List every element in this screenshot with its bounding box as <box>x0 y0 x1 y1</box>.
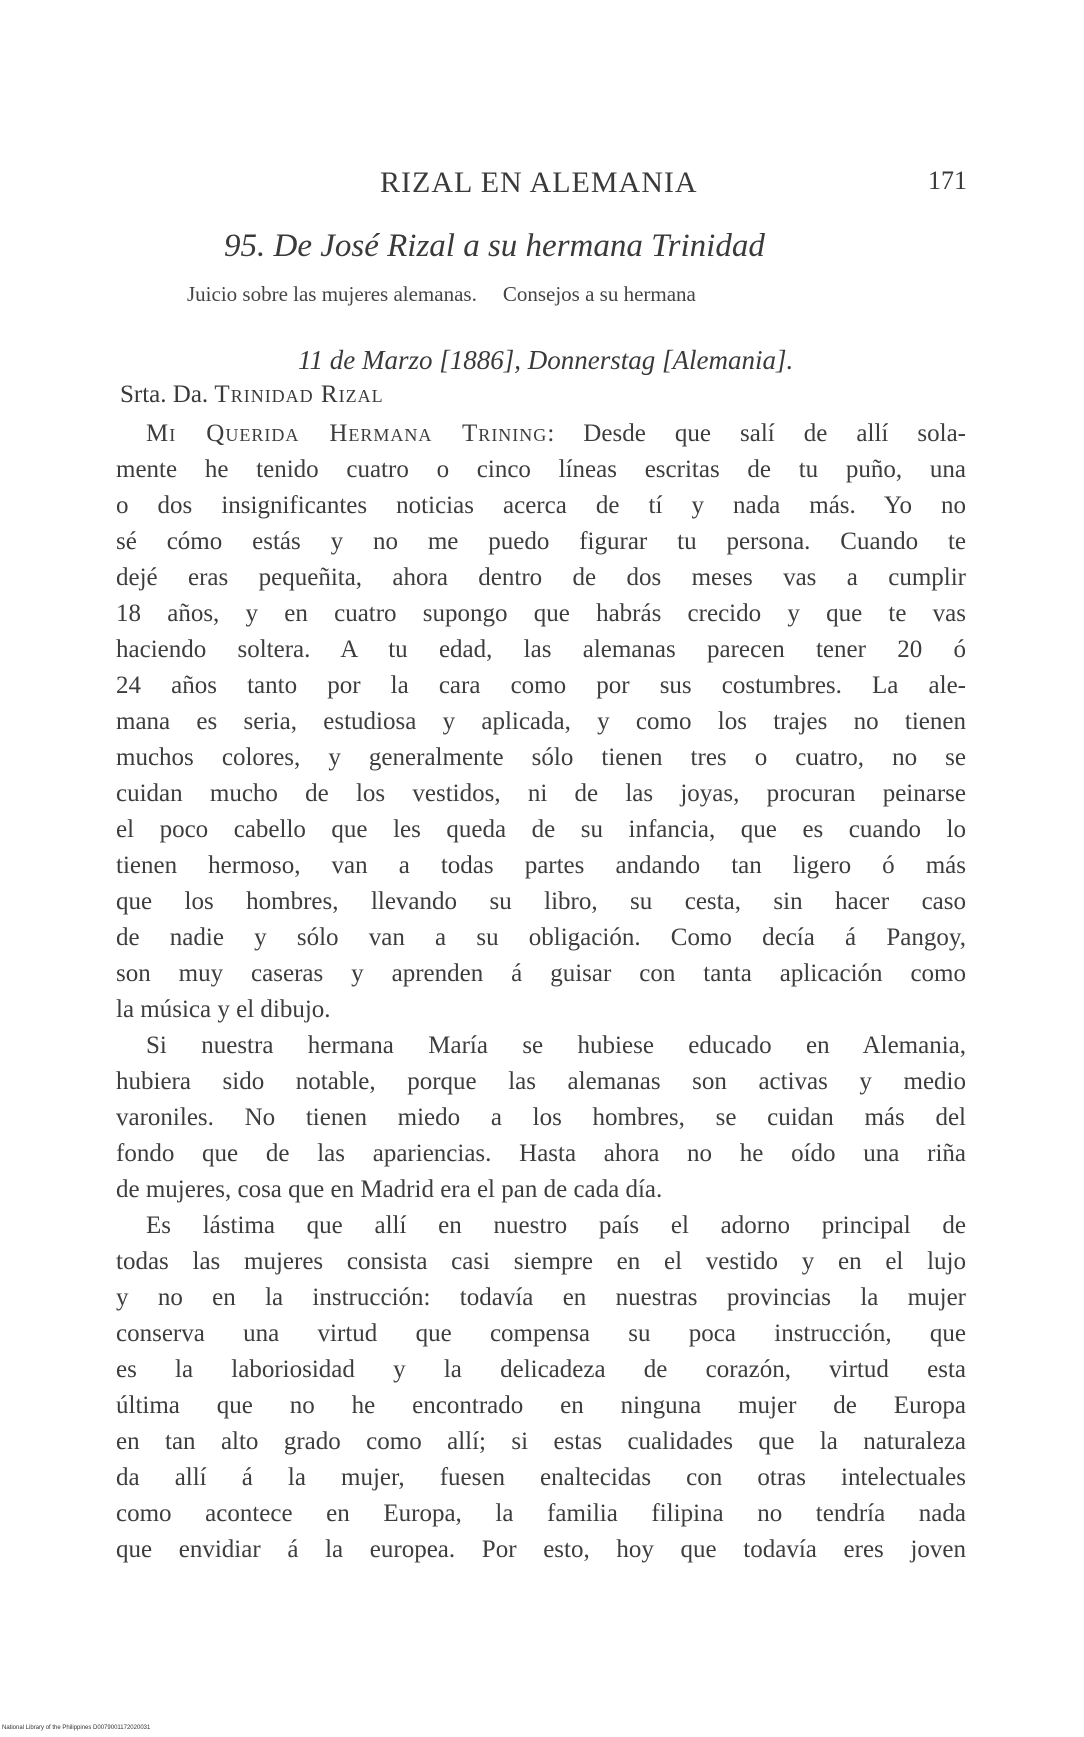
body-line: tienen hermoso, van a todas partes andando tan ligero ó más <box>116 852 966 879</box>
body-line: que envidiar á la europea. Por esto, hoy que todavía eres joven <box>116 1536 966 1563</box>
body-line: varoniles. No tienen miedo a los hombres, se cuidan más del <box>116 1104 966 1131</box>
body-line: de nadie y sólo van a su obligación. Como decía á Pangoy, <box>116 924 966 951</box>
body-line: última que no he encontrado en ninguna mujer de Europa <box>116 1392 966 1419</box>
body-line: como acontece en Europa, la familia filipina no tendría nada <box>116 1500 966 1527</box>
letter-subtitle <box>187 282 696 307</box>
body-line: conserva una virtud que compensa su poca instrucción, que <box>116 1320 966 1347</box>
body-line: Si nuestra hermana María se hubiese educado en Alemania, <box>146 1032 966 1059</box>
body-line: cuidan mucho de los vestidos, ni de las joyas, procuran peinarse <box>116 780 966 807</box>
body-line: de mujeres, cosa que en Madrid era el pan de cada día. <box>116 1176 663 1203</box>
body-line: haciendo soltera. A tu edad, las alemanas parecen tener 20 ó <box>116 636 966 663</box>
letter-body <box>116 416 966 1568</box>
body-line: y no en la instrucción: todavía en nuestras provincias la mujer <box>116 1284 966 1311</box>
body-line: hubiera sido notable, porque las alemanas son activas y medio <box>116 1068 966 1095</box>
body-line: 18 años, y en cuatro supongo que habrás crecido y que te vas <box>116 600 966 627</box>
source-identifier: National Library of the Philippines D0079001172020031 <box>2 1725 151 1731</box>
body-line: que los hombres, llevando su libro, su cesta, sin hacer caso <box>116 888 966 915</box>
body-line: sé cómo estás y no me puedo figurar tu persona. Cuando te <box>116 528 966 555</box>
recipient-prefix: Srta. Da. <box>120 381 209 408</box>
body-line: da allí á la mujer, fuesen enaltecidas con otras intelectuales <box>116 1464 966 1491</box>
body-line: 24 años tanto por la cara como por sus costumbres. La ale- <box>116 672 966 699</box>
running-head: RIZAL EN ALEMANIA <box>380 166 698 199</box>
page-number: 171 <box>928 166 967 195</box>
body-line: Es lástima que allí en nuestro país el adorno principal de <box>146 1212 966 1239</box>
body-line: o dos insignificantes noticias acerca de tí y nada más. Yo no <box>116 492 966 519</box>
body-line: fondo que de las apariencias. Hasta ahora no he oído una riña <box>116 1140 966 1167</box>
body-line-text: : Desde que salí de allí sola- <box>547 420 966 447</box>
body-line: el poco cabello que les queda de su infancia, que es cuando lo <box>116 816 966 843</box>
body-line: en tan alto grado como allí; si estas cualidades que la naturaleza <box>116 1428 966 1455</box>
dateline: 11 de Marzo [1886], Donnerstag [Alemania]. <box>298 345 794 375</box>
body-line: es la laboriosidad y la delicadeza de corazón, virtud esta <box>116 1356 966 1383</box>
body-line: todas las mujeres consista casi siempre en el vestido y en el lujo <box>116 1248 966 1275</box>
letter-title: 95. De José Rizal a su hermana Trinidad <box>224 228 765 264</box>
body-line: muchos colores, y generalmente sólo tienen tres o cuatro, no se <box>116 744 966 771</box>
body-line: mente he tenido cuatro o cinco líneas escritas de tu puño, una <box>116 456 966 483</box>
body-line: dejé eras pequeñita, ahora dentro de dos meses vas a cumplir <box>116 564 966 591</box>
subtitle-part-1: Juicio sobre las mujeres alemanas. <box>187 282 477 306</box>
salutation: Mi Querida Hermana Trining <box>146 420 548 447</box>
body-line <box>116 416 966 452</box>
subtitle-part-2: Consejos a su hermana <box>502 282 696 306</box>
body-line: la música y el dibujo. <box>116 996 331 1023</box>
body-line: mana es seria, estudiosa y aplicada, y como los trajes no tienen <box>116 708 966 735</box>
recipient-name: Trinidad Rizal <box>214 381 384 408</box>
body-line: son muy caseras y aprenden á guisar con tanta aplicación como <box>116 960 966 987</box>
recipient-line <box>120 381 384 409</box>
